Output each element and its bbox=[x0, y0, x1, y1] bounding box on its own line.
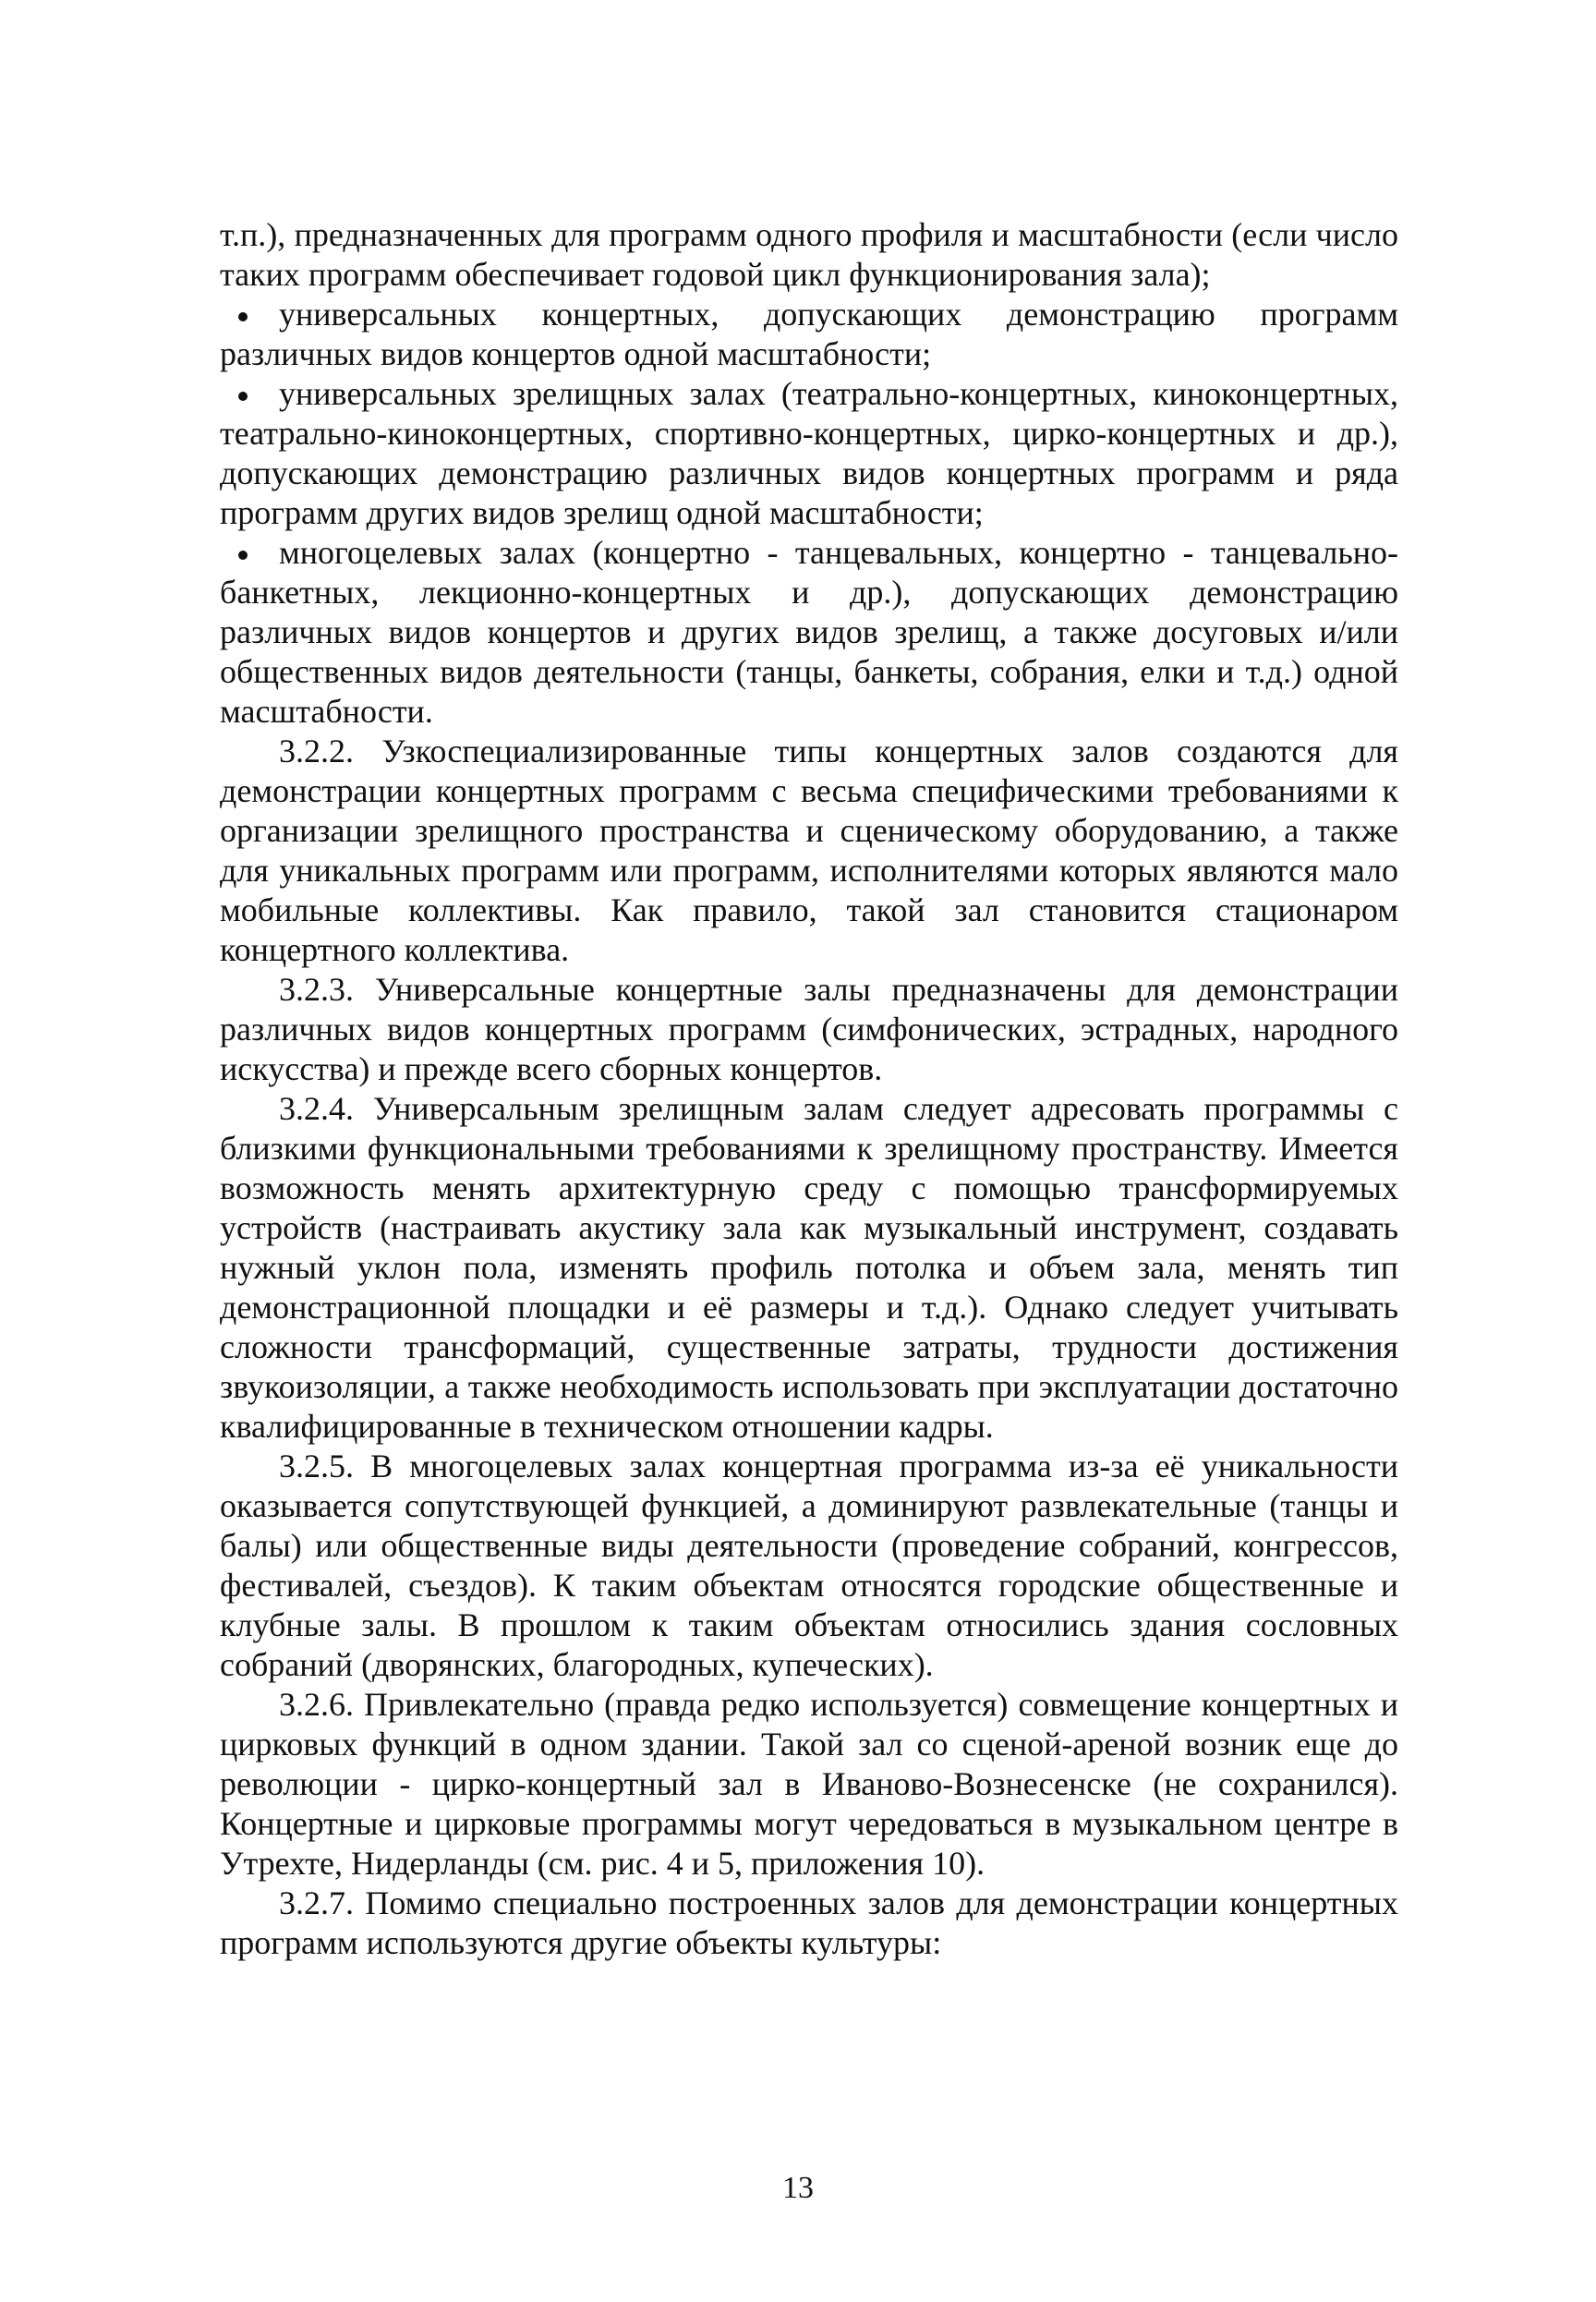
paragraph-3-2-2: 3.2.2. Узкоспециализированные типы концертных залов создаются для демонстрации концертных программ с весьма специфическими требованиями к организации зрелищного пространства и сценическому оборудованию, а также для уникальных программ или программ, исполнителями которых являются мало мобильные коллективы. Как правило, такой зал становится стационаром концертного коллектива. bbox=[220, 733, 1398, 968]
bullet-item bbox=[220, 374, 1398, 533]
bullet-item bbox=[220, 295, 1398, 374]
bullet-item bbox=[220, 533, 1398, 732]
body-text bbox=[220, 215, 1398, 1963]
paragraph-3-2-4: 3.2.4. Универсальным зрелищным залам следует адресовать программы с близкими функциональными требованиями к зрелищному пространству. Имеется возможность менять архитектурную среду с помощью трансформируемых устройств (настраивать акустику зала как музыкальный инструмент, создавать нужный уклон пола, изменять профиль потолка и объем зала, менять тип демонстрационной площадки и её размеры и т.д.). Однако следует учитывать сложности трансформаций, существенные затраты, трудности достижения звукоизоляции, а также необходимость использовать при эксплуатации достаточно квалифицированные в техническом отношении кадры. bbox=[220, 1090, 1398, 1445]
bullet-item-text: универсальных зрелищных залах (театрально-концертных, киноконцертных, театрально-киноконцертных, спортивно-концертных, цирко-концертных и др.), допускающих демонстрацию различных видов концертных программ и ряда программ других видов зрелищ одной масштабности; bbox=[220, 375, 1398, 531]
paragraph-3-2-5: 3.2.5. В многоцелевых залах концертная программа из-за её уникальности оказывается сопутствующей функцией, а доминируют развлекательные (танцы и балы) или общественные виды деятельности (проведение собраний, конгрессов, фестивалей, съездов). К таким объектам относятся городские общественные и клубные залы. В прошлом к таким объектам относились здания сословных собраний (дворянских, благородных, купеческих). bbox=[220, 1448, 1398, 1683]
paragraph-continuation: т.п.), предназначенных для программ одного профиля и масштабности (если число таких программ обеспечивает годовой цикл функционирования зала); bbox=[220, 216, 1398, 293]
bullet-item-text: универсальных концертных, допускающих демонстрацию программ различных видов концертов одной масштабности; bbox=[220, 296, 1398, 372]
page-number: 13 bbox=[782, 2171, 814, 2205]
bullet-item-text: многоцелевых залах (концертно - танцевальных, концертно - танцевально-банкетных, лекционно-концертных и др.), допускающих демонстрацию различных видов концертов и других видов зрелищ, а также досуговых и/или общественных видов деятельности (танцы, банкеты, собрания, елки и т.д.) одной масштабности. bbox=[220, 534, 1398, 730]
paragraph-3-2-3: 3.2.3. Универсальные концертные залы предназначены для демонстрации различных видов концертных программ (симфонических, эстрадных, народного искусства) и прежде всего сборных концертов. bbox=[220, 971, 1398, 1087]
paragraph-3-2-7: 3.2.7. Помимо специально построенных залов для демонстрации концертных программ используются другие объекты культуры: bbox=[220, 1884, 1398, 1961]
paragraph-3-2-6: 3.2.6. Привлекательно (правда редко используется) совмещение концертных и цирковых функций в одном здании. Такой зал со сценой-ареной возник еще до революции - цирко-концертный зал в Иваново-Вознесенске (не сохранился). Концертные и цирковые программы могут чередоваться в музыкальном центре в Утрехте, Нидерланды (см. рис. 4 и 5, приложения 10). bbox=[220, 1686, 1398, 1882]
